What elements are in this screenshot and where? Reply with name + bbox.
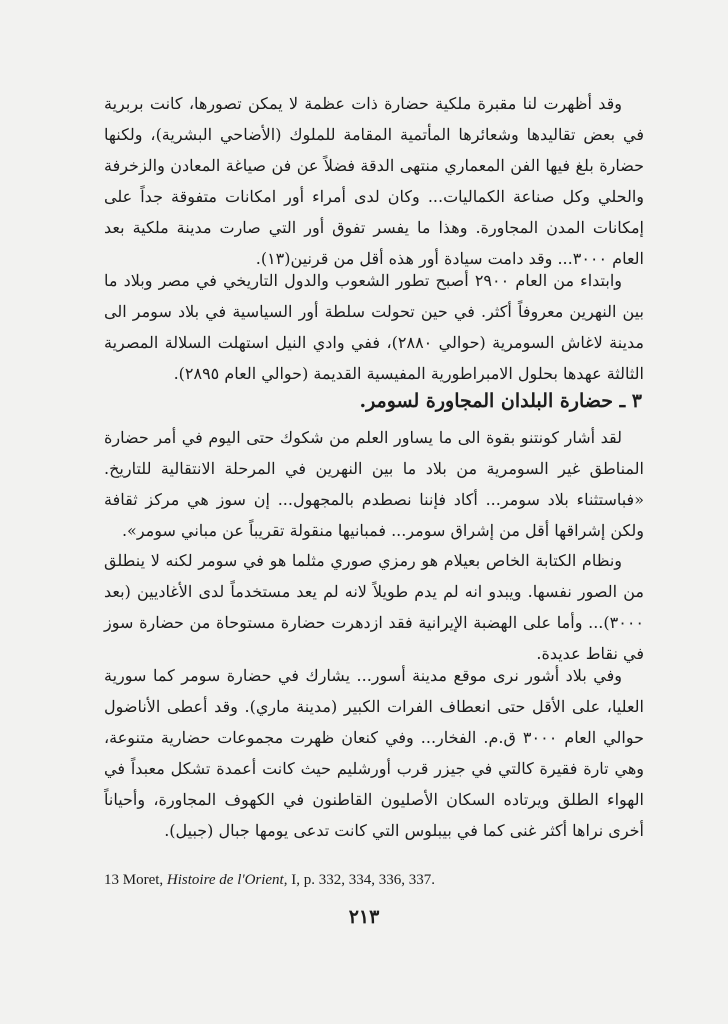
paragraph-text: وابتداء من العام ٢٩٠٠ أصبح تطور الشعوب والدول التاريخي في مصر وبلاد ما بين النهرين معروفاً أكثر. في حين تحولت سلطة أور السياسية في بلاد سومر الى مدينة لاغاش السومرية (حوالي ٢٨٨٠)، ففي وادي النيل استهلت السلالة المصرية الثالثة عهدها بحلول الامبراطورية المفيسية القديمة (حوالي العام ٢٨٩٥). [104, 271, 644, 383]
footnote-suffix: , I, p. 332, 334, 336, 337. [283, 872, 435, 888]
body-paragraph-1 [104, 88, 644, 274]
page-number: ٢١٣ [348, 906, 380, 928]
body-paragraph-3 [104, 422, 644, 546]
paragraph-text: وقد أظهرت لنا مقبرة ملكية حضارة ذات عظمة لا يمكن تصورها، كانت بربرية في بعض تقاليدها وشعائرها المأتمية المقامة للملوك (الأضاحي البشرية)، ولكنها حضارة بلغ فيها الفن المعماري منتهى الدقة فضلاً عن فن صياغة المعادن والزخرفة والحلي وكل صناعة الكماليات... وكان لدى أمراء أور امكانات متفوقة جداً على إمكانات المدن المجاورة. وهذا ما يفسر تفوق أور التي صارت مدينة ملكية بعد العام ٣٠٠٠... وقد دامت سيادة أور هذه أقل من قرنين(١٣). [104, 94, 644, 268]
paragraph-text: لقد أشار كونتنو بقوة الى ما يساور العلم من شكوك حتى اليوم في أمر حضارة المناطق غير السومرية من بلاد ما بين النهرين في المرحلة الانتقالية للتاريخ. «فباستثناء بلاد سومر... أكاد فإننا نصطدم بالمجهول... إن سوز هي مركز ثقافة ولكن إشراقها أقل من إشراق سومر... فمبانيها منقولة تقريباً عن مباني سومر». [104, 428, 644, 540]
section-heading: ٣ ـ حضارة البلدان المجاورة لسومر. [359, 390, 642, 412]
body-paragraph-5 [104, 660, 644, 846]
body-paragraph-2 [104, 265, 644, 389]
footnote [104, 870, 644, 890]
footnote-book-title: Histoire de l'Orient [166, 872, 284, 888]
footnote-prefix: 13 Moret, [104, 872, 167, 888]
paragraph-text: ونظام الكتابة الخاص بعيلام هو رمزي صوري مثلما هو في سومر لكنه لا ينطلق من الصور نفسها. ويبدو انه لم يدم طويلاً لانه لم يعد مستخدماً لدى الأغاديين (بعد ٣٠٠٠)... وأما على الهضبة الإيرانية فقد ازدهرت حضارة مستوحاة من حضارة سوز في نقاط عديدة. [104, 551, 645, 663]
body-paragraph-4 [104, 545, 644, 669]
paragraph-text: وفي بلاد أشور نرى موقع مدينة أسور... يشارك في حضارة سومر كما سورية العليا، على الأقل حتى انعطاف الفرات الكبير (مدينة ماري). وقد أعطى الأناضول حوالي العام ٣٠٠٠ ق.م. الفخار... وفي كنعان ظهرت مجموعات حضارية متنوعة، وهي تارة فقيرة كالتي في جيزر قرب أورشليم حيث كانت أعمدة تشكل معبداً في الهواء الطلق ويرتاده السكان الأصليون القاطنون في الكهوف المجاورة، وأحياناً أخرى نراها أكثر غنى كما في بيبلوس التي كانت تدعى يومها جبال (جبيل). [104, 666, 644, 840]
